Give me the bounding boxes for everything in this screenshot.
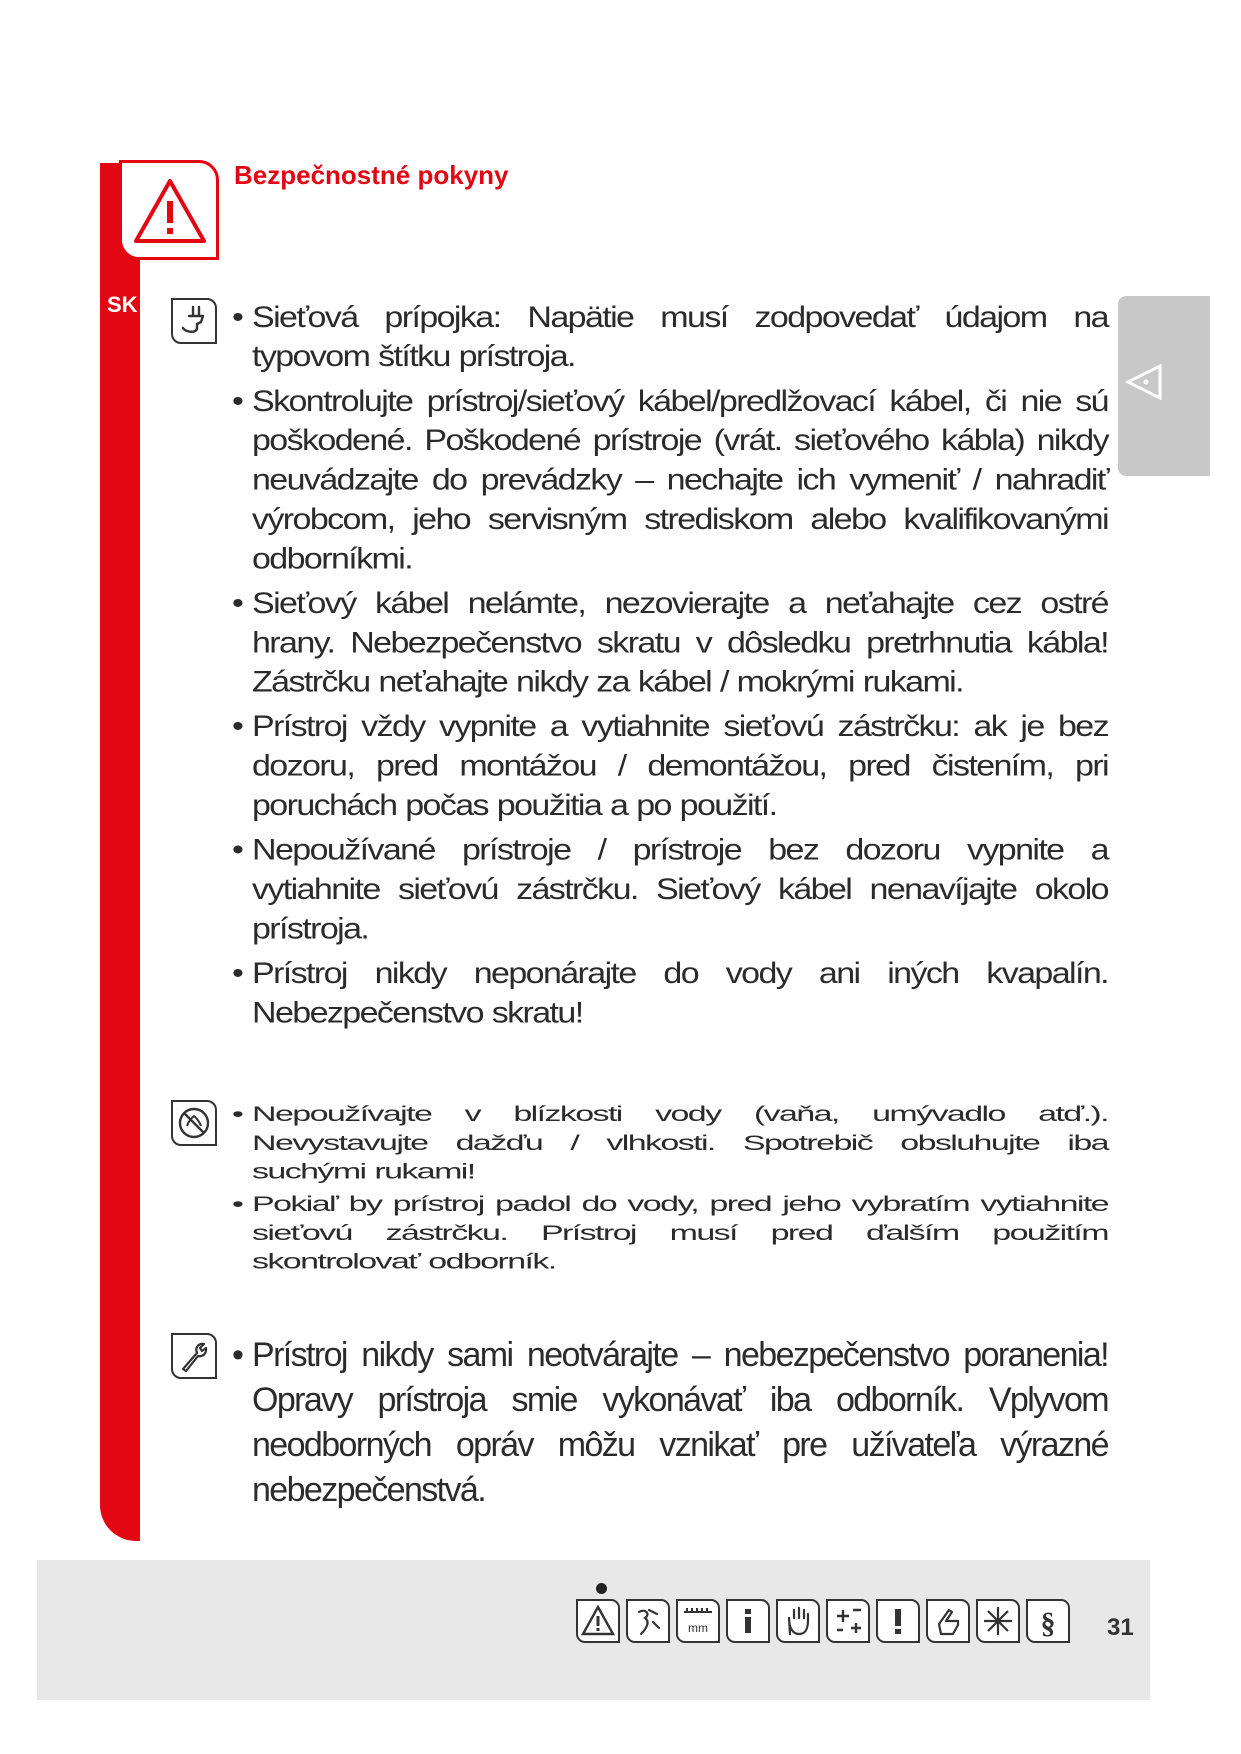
exclamation-icon[interactable] <box>876 1599 920 1643</box>
list-item: • Nepoužívajte v blízkosti vody (vaňa, umývadlo atď.). Nevystavujte dažďu / vlhkosti. Spotrebič obsluhujte iba suchými rukami! <box>232 1100 1108 1186</box>
list-item: • Prístroj vždy vypnite a vytiahnite sieťovú zástrčku: ak je bez dozoru, pred montážou / demontážou, pred čistením, pri poruchách počas použitia a po použití. <box>232 707 1108 825</box>
info-icon[interactable] <box>726 1599 770 1643</box>
repair-safety-list <box>232 1333 1108 1519</box>
side-nav-tab[interactable] <box>1118 296 1210 476</box>
red-side-bar <box>100 163 140 1541</box>
hand-icon[interactable] <box>776 1599 820 1643</box>
paragraph-icon[interactable] <box>1026 1599 1070 1643</box>
list-item: • Skontrolujte prístroj/sieťový kábel/predlžovací kábel, či nie sú poškodené. Poškodené prístroje (vrát. sieťového kábla) nikdy neuvádzajte do prevádzky – nechajte ich vymeniť / nahradiť výrobcom, jeho servisným strediskom alebo kvalifikovanými odborníkmi. <box>232 382 1108 579</box>
triangle-arrow-icon <box>1124 361 1166 403</box>
language-tab: SK <box>107 292 138 317</box>
page-number: 31 <box>1107 1614 1134 1641</box>
list-item: • Prístroj nikdy neponárajte do vody ani iných kvapalín. Nebezpečenstvo skratu! <box>232 954 1108 1033</box>
warning-icon[interactable] <box>576 1599 620 1643</box>
list-item: • Sieťový kábel nelámte, nezovierajte a neťahajte cez ostré hrany. Nebezpečenstvo skratu v dôsledku pretrhnutia kábla! Zástrčku neťahajte nikdy za kábel / mokrými rukami. <box>232 584 1108 702</box>
water-safety-list <box>232 1100 1108 1280</box>
operation-hand-icon[interactable] <box>926 1599 970 1643</box>
no-water-icon <box>171 1100 217 1146</box>
svg-text:§: § <box>1040 1607 1056 1638</box>
power-plug-icon <box>171 298 217 344</box>
list-item: • Sieťová prípojka: Napätie musí zodpovedať údajom na typovom štítku prístroja. <box>232 298 1108 377</box>
plus-minus-icon[interactable] <box>826 1599 870 1643</box>
assembly-icon[interactable] <box>626 1599 670 1643</box>
sparkle-icon[interactable] <box>976 1599 1020 1643</box>
electrical-safety-list <box>232 298 1108 1038</box>
list-item: • Prístroj nikdy sami neotvárajte – nebezpečenstvo poranenia! Opravy prístroja smie vykonávať iba odborník. Vplyvom neodborných opráv môžu vznikať pre užívateľa výrazné nebezpečenstvá. <box>232 1333 1108 1513</box>
list-item: • Pokiaľ by prístroj padol do vody, pred jeho vybratím vytiahnite sieťovú zástrčku. Prístroj musí pred ďalším použitím skontrolovať odborník. <box>232 1190 1108 1276</box>
measure-mm-icon[interactable] <box>676 1599 720 1643</box>
measure-label: mm <box>688 1621 708 1635</box>
warning-triangle-icon <box>119 160 219 260</box>
wrench-icon <box>171 1333 217 1379</box>
current-section-dot <box>596 1583 607 1594</box>
list-item: • Nepoužívané prístroje / prístroje bez dozoru vypnite a vytiahnite sieťovú zástrčku. Sieťový kábel nenavíjajte okolo prístroja. <box>232 831 1108 949</box>
page-title: Bezpečnostné pokyny <box>234 160 509 190</box>
